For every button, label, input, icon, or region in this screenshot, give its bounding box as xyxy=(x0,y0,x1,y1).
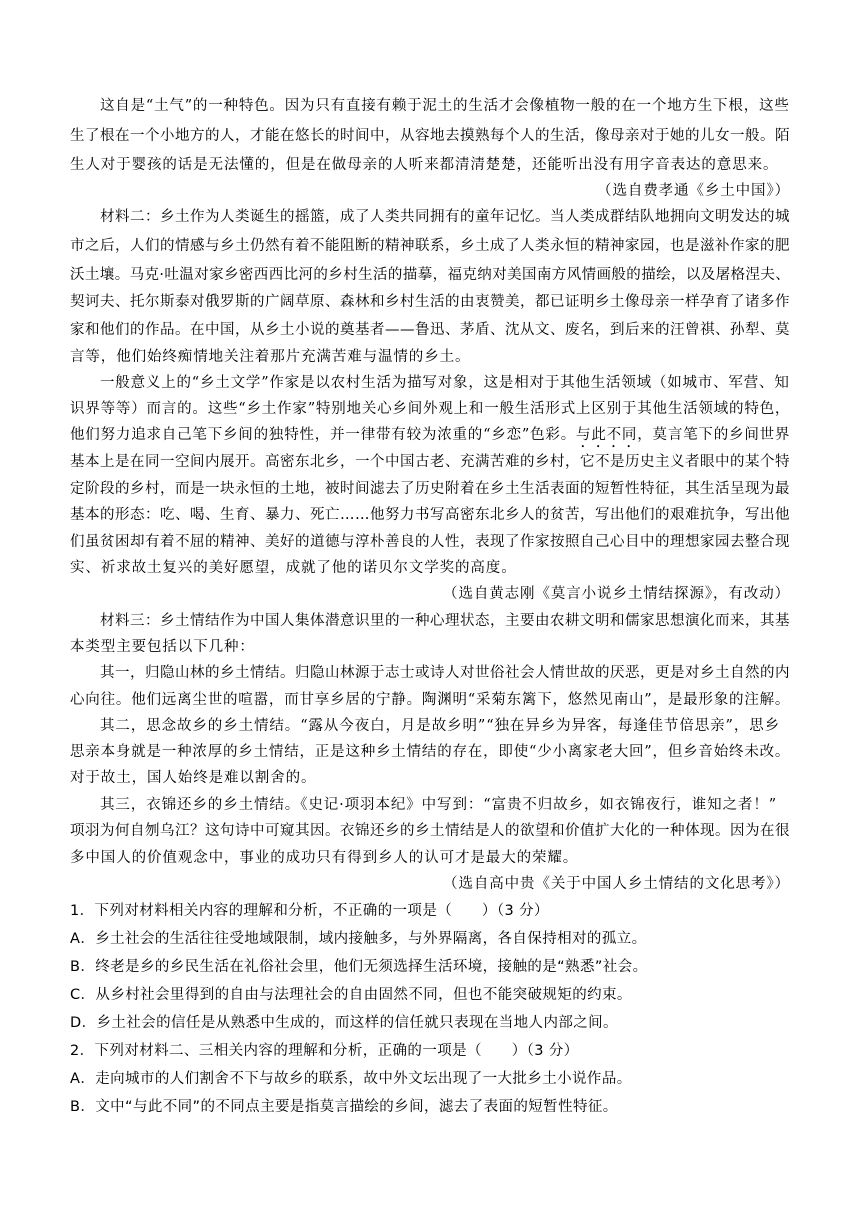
line-text: 他们努力追求自己笔下乡间的独特性，并一律带有较为浓重的“乡恋”色彩。 xyxy=(70,427,577,443)
paragraph-line: 其三，衣锦还乡的乡土情结。《史记·项羽本纪》中写到：“富贵不归故乡，如衣锦夜行，谁知之者！” xyxy=(100,797,778,813)
paragraph-line: 们虽贫困却有着不屈的精神、美好的道德与淳朴善良的人性，表现了作家按照自己心目中的理想家园去整合现 xyxy=(70,534,790,550)
question-2-option-a: A．走向城市的人们割舍不下与故乡的联系，故中外文坛出现了一大批乡土小说作品。 xyxy=(70,1071,632,1087)
paragraph-line: 这自是“土气”的一种特色。因为只有直接有赖于泥土的生活才会像植物一般的在一个地方生下根，这些 xyxy=(100,98,790,114)
paragraph-line: 材料二：乡土作为人类诞生的摇篮，成了人类共同拥有的童年记忆。当人类成群结队地拥向文明发达的城 xyxy=(100,209,790,225)
paragraph-line xyxy=(70,425,790,451)
source-citation: （选自高中贵《关于中国人乡土情结的文化思考》） xyxy=(443,876,790,892)
paragraph-line: 识界等等）而言的。这些“乡土作家”特别地关心乡间外观上和一般生活形式上区别于其他生活领域的特色， xyxy=(70,401,791,417)
paragraph-line: 言等，他们始终痴情地关注着那片充满苦难与温情的乡土。 xyxy=(70,349,471,365)
question-2-stem: 2．下列对材料二、三相关内容的理解和分析，正确的一项是（ ）（3 分） xyxy=(70,1043,579,1059)
paragraph-line: 实、祈求故土复兴的美好愿望，成就了他的诺贝尔文学奖的高度。 xyxy=(70,560,517,576)
line-text: ，莫言笔下的乡间世界 xyxy=(637,427,791,443)
paragraph-line: 市之后，人们的情感与乡土仍然有着不能阻断的精神联系，乡土成了人类永恒的精神家园，也是滋补作家的肥 xyxy=(70,238,790,254)
paragraph-line: 生了根在一个小地方的人，才能在悠长的时间中，从容地去摸熟每个人的生活，像母亲对于她的儿女一般。陌 xyxy=(70,128,790,144)
paragraph-line: 一般意义上的“乡土文学”作家是以农村生活为描写对象，这是相对于其他生活领域（如城市、军营、知 xyxy=(100,375,790,391)
paragraph-line: 定阶段的乡村，而是一块永恒的土地，被时间滤去了历史附着在乡土生活表面的短暂性特征，其生活呈现为最 xyxy=(70,481,790,497)
paragraph-line: 基本的形态：吃、喝、生育、暴力、死亡……他努力书写高密东北乡人的贫苦，写出他们的艰难抗争，写出他 xyxy=(70,507,790,523)
paragraph-line: 生人对于婴孩的话是无法懂的，但是在做母亲的人听来都清清楚楚，还能听出没有用字音表达的意思来。 xyxy=(70,157,779,173)
paragraph-line: 家和他们的作品。在中国，从乡土小说的奠基者——鲁迅、茅盾、沈从文、废名，到后来的汪曾祺、孙犁、莫 xyxy=(70,322,790,338)
paragraph-line: 其一，归隐山林的乡土情结。归隐山林源于志士或诗人对世俗社会人情世故的厌恶，更是对乡土自然的内 xyxy=(100,665,790,681)
question-1-option-b: B．终老是乡的乡民生活在礼俗社会里，他们无须选择生活环境，接触的是“熟悉”社会。 xyxy=(70,959,648,975)
paragraph-line: 材料三：乡土情结作为中国人集体潜意识里的一种心理状态，主要由农耕文明和儒家思想演化而来，其基 xyxy=(100,613,790,629)
emphasized-phrase: 与此不同 xyxy=(576,427,638,443)
question-1-stem: 1．下列对材料相关内容的理解和分析，不正确的一项是（ ）（3 分） xyxy=(70,903,549,919)
paragraph-line: 项羽为何自刎乌江？这句诗中可窥其因。衣锦还乡的乡土情结是人的欲望和价值扩大化的一种体现。因为在很 xyxy=(70,823,790,839)
question-1-option-d: D．乡土社会的信任是从熟悉中生成的，而这样的信任就只表现在当地人内部之间。 xyxy=(70,1015,618,1031)
paragraph-line: 心向往。他们远离尘世的喧嚣，而甘享乡居的宁静。陶渊明“采菊东篱下，悠然见南山”，是最形象的注解。 xyxy=(70,692,791,708)
paragraph-line: 对于故土，国人始终是难以割舍的。 xyxy=(70,770,317,786)
paragraph-line: 其二，思念故乡的乡土情结。“露从今夜白，月是故乡明”“独在异乡为异客，每逢佳节倍思亲”，思乡 xyxy=(100,718,781,734)
paragraph-line: 沃土壤。马克·吐温对家乡密西西比河的乡村生活的描摹，福克纳对美国南方风情画般的描绘，以及屠格涅夫、 xyxy=(70,267,791,283)
paragraph-line: 契诃夫、托尔斯泰对俄罗斯的广阔草原、森林和乡村生活的由衷赞美，都已证明乡土像母亲一样孕育了诸多作 xyxy=(70,294,790,310)
question-1-option-a: A．乡土社会的生活往往受地域限制，域内接触多，与外界隔离，各自保持相对的孤立。 xyxy=(70,931,647,947)
paragraph-line: 多中国人的价值观念中，事业的成功只有得到乡人的认可才是最大的荣耀。 xyxy=(70,850,579,866)
question-2-option-b: B．文中“与此不同”的不同点主要是指莫言描绘的乡间，滤去了表面的短暂性特征。 xyxy=(70,1099,618,1115)
paragraph-line: 思亲本身就是一种浓厚的乡土情结，正是这种乡土情结的存在，即使“少小离家老大回”，但乡音始终未改。 xyxy=(70,744,791,760)
paragraph-line: 基本上是在同一空间内展开。高密东北乡，一个中国古老、充满苦难的乡村，它不是历史主义者眼中的某个特 xyxy=(70,454,790,470)
question-1-option-c: C．从乡村社会里得到的自由与法理社会的自由固然不同，但也不能突破规矩的约束。 xyxy=(70,987,632,1003)
source-citation: （选自黄志刚《莫言小说乡土情结探源》，有改动） xyxy=(443,586,790,602)
paragraph-line: 本类型主要包括以下几种： xyxy=(70,639,255,655)
source-citation: （选自费孝通《乡土中国》） xyxy=(597,183,790,199)
